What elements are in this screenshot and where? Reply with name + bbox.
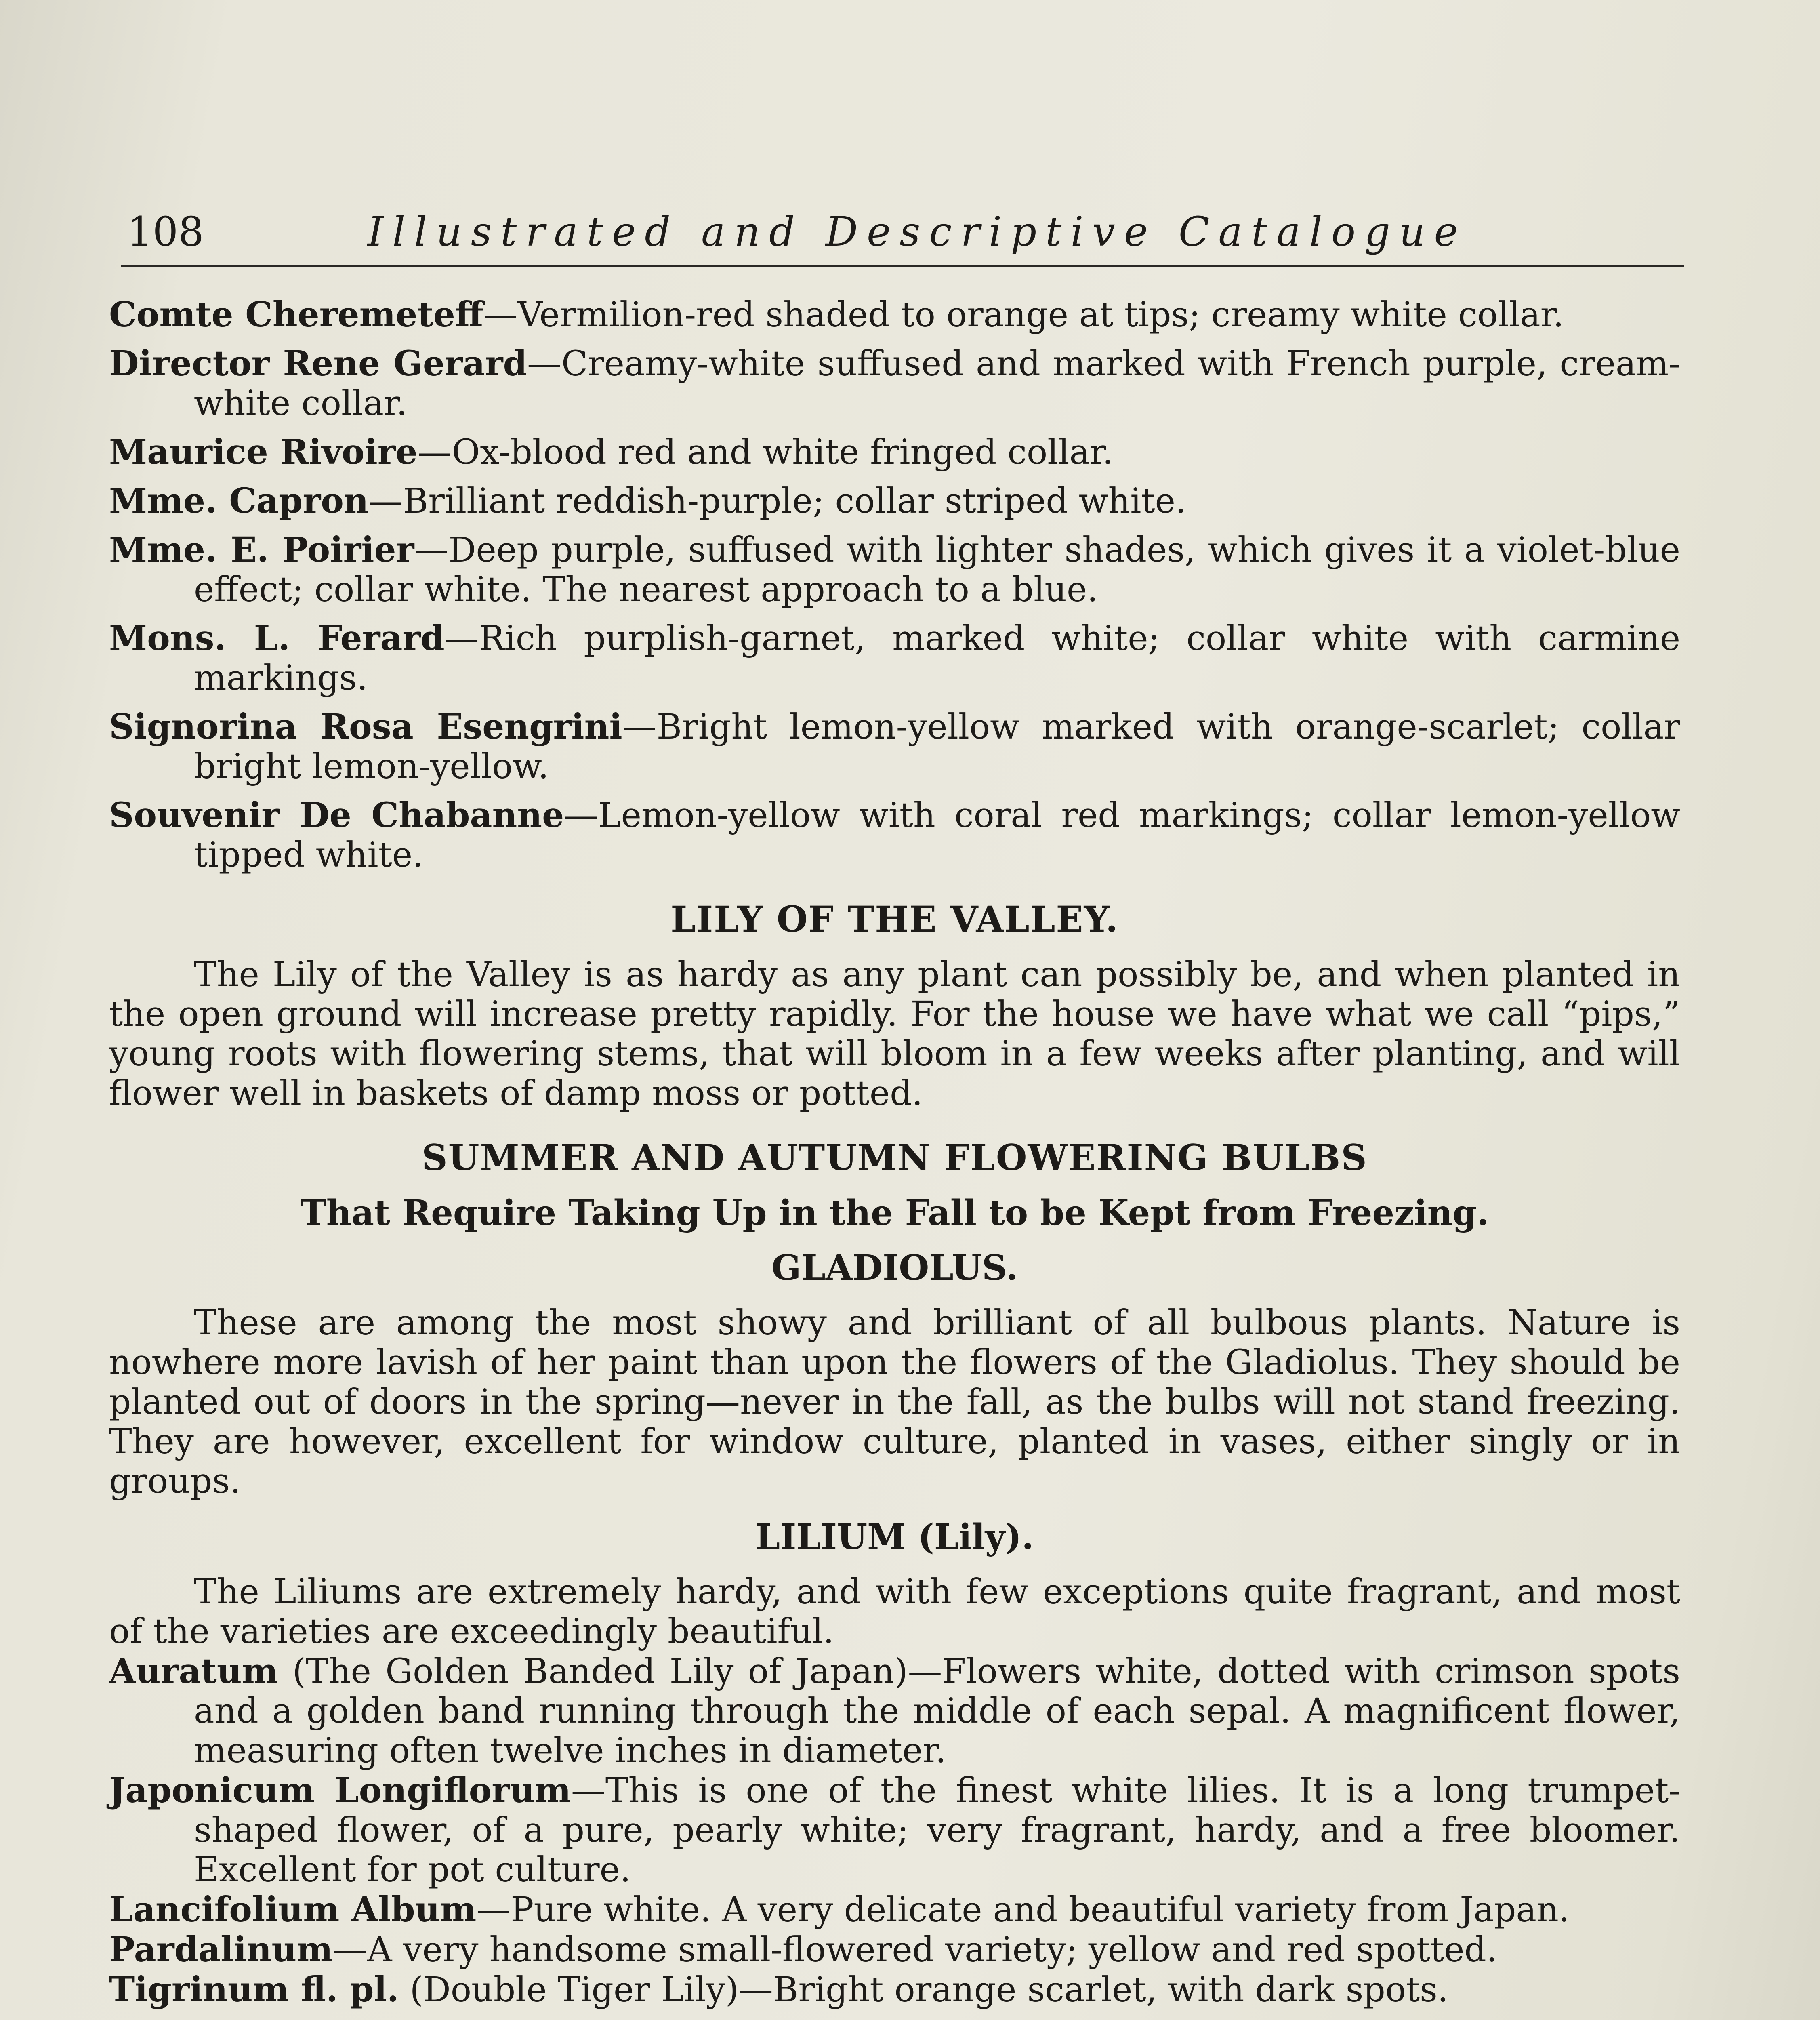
entry-name: Pardalinum <box>109 1930 333 1970</box>
entry-text: (Double Tiger Lily)—Bright orange scarlet, with dark spots. <box>399 1970 1448 2010</box>
section-heading-lily-valley: LILY OF THE VALLEY. <box>670 898 1119 940</box>
entry-name: Maurice Rivoire <box>109 432 418 472</box>
entry-text: —Rich purplish-garnet, marked white; collar white with carmine markings. <box>194 619 1680 698</box>
entry <box>109 1890 1680 1930</box>
section-heading-summer-bulbs: SUMMER AND AUTUMN FLOWERING BULBS <box>422 1136 1368 1178</box>
entry-text: —A very handsome small-flowered variety; yellow and red spotted. <box>333 1930 1497 1970</box>
entry-name: Lancifolium Album <box>109 1890 477 1930</box>
page-header <box>121 204 1684 267</box>
entry <box>109 481 1680 521</box>
entry-text: —Ox-blood red and white fringed collar. <box>417 432 1114 472</box>
section-heading-gladiolus: GLADIOLUS. <box>771 1248 1018 1288</box>
lilium-paragraph: The Liliums are extremely hardy, and with few exceptions quite fragrant, and most of the varieties are exceedingly beautiful. <box>109 1572 1680 1652</box>
entry-name: Signorina Rosa Esengrini <box>109 707 622 747</box>
entry <box>109 1771 1680 1890</box>
entry <box>109 1652 1680 1771</box>
entry-name: Japonicum Longiflorum <box>109 1770 571 1811</box>
entry <box>109 344 1680 423</box>
entry-name: Director Rene Gerard <box>109 343 527 384</box>
entry <box>109 795 1680 875</box>
entry <box>109 530 1680 610</box>
lilium-entries <box>109 1652 1680 2010</box>
entry-text: —Creamy-white suffused and marked with French purple, cream-white collar. <box>194 344 1681 423</box>
entry-name: Mme. Capron <box>109 481 369 521</box>
entry-name: Comte Cheremeteff <box>109 295 483 335</box>
entry <box>109 295 1680 335</box>
section-subheading-summer-bulbs: That Require Taking Up in the Fall to be Kept from Freezing. <box>300 1193 1489 1233</box>
entry-text: —Brilliant reddish-purple; collar striped white. <box>368 481 1186 521</box>
entry <box>109 1970 1680 2010</box>
page-number: 108 <box>127 208 204 255</box>
entry-name: Mons. L. Ferard <box>109 618 445 659</box>
entry-text: —Deep purple, suffused with lighter shades, which gives it a violet-blue effect; collar white. The nearest approach to a blue. <box>194 530 1680 610</box>
entry <box>109 432 1680 472</box>
gladiolus-paragraph: These are among the most showy and brilliant of all bulbous plants. Nature is nowhere more lavish of her paint than upon the flowers of the Gladiolus. They should be planted out of doors in the spring—never in the fall, as the bulbs will not stand freezing. They are however, excellent for window culture, planted in vases, either singly or in groups. <box>109 1303 1680 1501</box>
cannas-entries <box>109 295 1680 875</box>
entry <box>109 707 1680 787</box>
entry-text: —Lemon-yellow with coral red markings; collar lemon-yellow tipped white. <box>194 795 1680 875</box>
entry-name: Souvenir De Chabanne <box>109 795 564 835</box>
section-heading-lilium: LILIUM (Lily). <box>755 1517 1034 1557</box>
entry-text: —Bright lemon-yellow marked with orange-scarlet; collar bright lemon-yellow. <box>194 707 1680 787</box>
entry-name: Tigrinum fl. pl. <box>109 1970 399 2010</box>
page-content <box>109 295 1680 2020</box>
entry-name: Mme. E. Poirier <box>109 530 414 570</box>
entry-text: (The Golden Banded Lily of Japan)—Flowers white, dotted with crimson spots and a golden band running through the middle of each sepal. A magnificent flower, measuring often twelve inches in diameter. <box>194 1652 1680 1771</box>
entry <box>109 1930 1680 1970</box>
running-title: Illustrated and Descriptive Catalogue <box>368 208 1467 255</box>
lily-valley-paragraph: The Lily of the Valley is as hardy as any plant can possibly be, and when planted in the open ground will increase pretty rapidly. For the house we have what we call “pips,” young roots with flowering stems, that will bloom in a few weeks after planting, and will flower well in baskets of damp moss or potted. <box>109 955 1680 1113</box>
entry-text: —Pure white. A very delicate and beautiful variety from Japan. <box>476 1890 1570 1930</box>
entry <box>109 619 1680 698</box>
entry-text: —Vermilion-red shaded to orange at tips; creamy white collar. <box>483 295 1564 335</box>
entry-text: —This is one of the finest white lilies. It is a long trumpet-shaped flower, of a pure, pearly white; very fragrant, hardy, and a free bloomer. Excellent for pot culture. <box>194 1771 1680 1890</box>
entry-name: Auratum <box>109 1651 278 1692</box>
